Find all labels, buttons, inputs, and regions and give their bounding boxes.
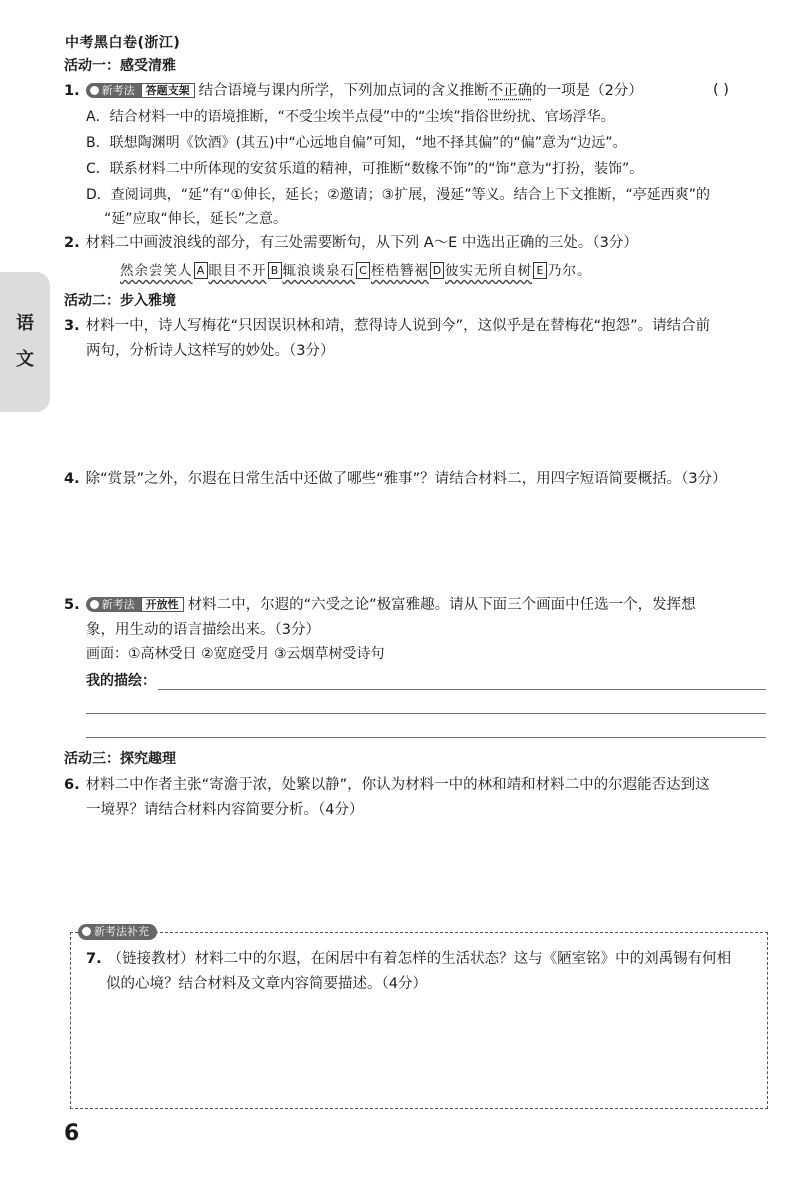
passage-segment: 乃尔。 <box>548 263 592 279</box>
question-3 <box>64 313 770 340</box>
question-5-continued: 象，用生动的语言描绘出来。（3分） <box>86 622 320 638</box>
question-7 <box>86 946 766 973</box>
option-b: B．联想陶渊明《饮酒》(其五)中“心远地自偏”可知，“地不择其偏”的“偏”意为“边远”。 <box>86 135 627 151</box>
page-header: 中考黑白卷(浙江) <box>65 35 181 51</box>
question-5 <box>64 592 770 619</box>
break-box[interactable]: C <box>356 262 370 279</box>
side-tab-char: 文 <box>16 349 34 370</box>
break-box[interactable]: B <box>268 262 282 279</box>
subject-side-tab <box>0 272 50 412</box>
description-label: 我的描绘： <box>86 673 156 689</box>
passage-segment: 辄浪谈泉石 <box>282 263 355 279</box>
option-d-continued: “延”应取“伸长，延长”之意。 <box>104 211 288 227</box>
bulb-icon <box>90 86 99 95</box>
answer-line[interactable] <box>86 737 766 738</box>
answer-line[interactable] <box>158 689 766 690</box>
question-type-tag: 答题支架 <box>141 83 195 98</box>
question-2 <box>64 230 770 257</box>
page-number: 6 <box>64 1121 80 1146</box>
question-number: 2. <box>64 235 80 251</box>
answer-parentheses[interactable]: ( ) <box>713 82 729 98</box>
question-number: 7. <box>86 951 102 967</box>
question-text: 材料一中，诗人写梅花“只因误识林和靖，惹得诗人说到今”，这似乎是在替梅花“抱怨”。请结合前 <box>85 318 711 334</box>
question-6 <box>64 772 770 799</box>
punctuation-passage <box>120 259 592 279</box>
question-1 <box>64 78 770 105</box>
question-text: 除“赏景”之外，尔遐在日常生活中还做了哪些“雅事”？请结合材料二，用四字短语简要概括。（3分） <box>85 471 727 487</box>
break-box[interactable]: D <box>430 262 444 279</box>
passage-segment: 彼实无所自树 <box>445 263 532 279</box>
question-type-tag: 开放性 <box>141 597 184 612</box>
new-method-badge: 新考法 <box>86 83 141 98</box>
question-7-continued: 似的心境？结合材料及文章内容简要描述。（4分） <box>106 976 427 992</box>
supplement-badge: 新考法补充 <box>78 924 157 940</box>
answer-line[interactable] <box>86 713 766 714</box>
question-3-continued: 两句，分析诗人这样写的妙处。（3分） <box>86 343 335 359</box>
question-number: 4. <box>64 471 80 487</box>
option-c: C．联系材料二中所体现的安贫乐道的精神，可推断“数椽不饰”的“饰”意为“打扮，装饰”。 <box>86 161 644 177</box>
emphasis-text: 不正确 <box>488 83 533 99</box>
option-a: A．结合材料一中的语境推断，“不受尘埃半点侵”中的“尘埃”指俗世纷扰、官场浮华。 <box>86 109 615 125</box>
question-text: 结合语境与课内所学，下列加点词的含义推断 <box>198 83 489 99</box>
bulb-icon <box>82 927 91 936</box>
new-method-badge: 新考法 <box>86 597 141 612</box>
passage-segment: 然余尝笑人 <box>120 263 193 279</box>
question-number: 1. <box>64 83 80 99</box>
passage-segment: 桎梏簪裾 <box>371 263 429 279</box>
scene-choices: 画面：①高林受日 ②宽庭受月 ③云烟草树受诗句 <box>86 646 385 662</box>
break-box[interactable]: E <box>533 262 547 279</box>
question-number: 3. <box>64 318 80 334</box>
activity-heading: 活动三：探究趣理 <box>64 751 176 767</box>
break-box[interactable]: A <box>194 262 208 279</box>
question-text: 材料二中画波浪线的部分，有三处需要断句，从下列 A～E 中选出正确的三处。（3分） <box>85 235 638 251</box>
option-d: D．查阅词典，“延”有“①伸长，延长；②邀请；③扩展，漫延”等义。结合上下文推断，“亭延西爽”的 <box>86 187 710 203</box>
question-number: 5. <box>64 597 80 613</box>
question-4 <box>64 466 770 493</box>
question-6-continued: 一境界？请结合材料内容简要分析。（4分） <box>86 802 364 818</box>
question-text: 材料二中作者主张“寄澹于浓，处繁以静”，你认为材料一中的林和靖和材料二中的尔遐能否达到这 <box>85 777 710 793</box>
question-text: （链接教材）材料二中的尔遐，在闲居中有着怎样的生活状态？这与《陋室铭》中的刘禹锡有何相 <box>107 951 732 967</box>
question-number: 6. <box>64 777 80 793</box>
passage-segment: 眼目不开 <box>208 263 267 279</box>
question-text: 材料二中，尔遐的“六受之论”极富雅趣。请从下面三个画面中任选一个，发挥想 <box>187 597 696 613</box>
side-tab-char: 语 <box>16 313 34 334</box>
activity-heading: 活动二：步入雅境 <box>64 293 176 309</box>
bulb-icon <box>90 600 99 609</box>
question-text: 的一项是（2分） <box>532 83 643 99</box>
activity-heading: 活动一：感受清雅 <box>64 58 176 74</box>
